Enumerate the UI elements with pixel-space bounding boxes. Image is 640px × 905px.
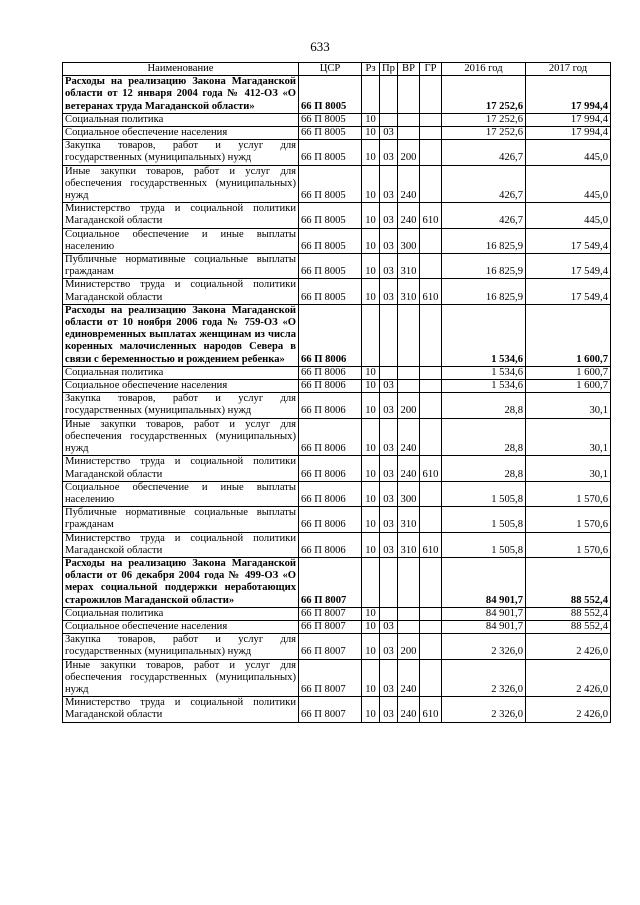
cell-vr: 310 (398, 507, 420, 532)
cell-name: Расходы на реализацию Закона Магаданской области от 12 января 2004 года № 412-ОЗ «О ветеранах труда Магаданской области» (63, 76, 299, 114)
cell-rz: 10 (362, 697, 380, 722)
cell-rz (362, 304, 380, 366)
cell-pr: 03 (380, 659, 398, 697)
table-row (63, 532, 611, 557)
cell-2017: 88 552,4 (526, 557, 611, 607)
cell-pr (380, 76, 398, 114)
budget-table (62, 62, 611, 723)
table-row (63, 456, 611, 481)
header-pr: Пр (380, 63, 398, 76)
cell-name: Социальное обеспечение населения (63, 620, 299, 633)
cell-name: Министерство труда и социальной политики Магаданской области (63, 456, 299, 481)
cell-gr (420, 620, 442, 633)
cell-2016: 16 825,9 (442, 279, 526, 304)
table-row (63, 418, 611, 456)
cell-csr: 66 П 8005 (299, 228, 362, 253)
cell-2016: 1 534,6 (442, 380, 526, 393)
cell-pr (380, 304, 398, 366)
cell-rz: 10 (362, 532, 380, 557)
cell-2016: 1 534,6 (442, 304, 526, 366)
cell-vr (398, 113, 420, 126)
cell-2016: 84 901,7 (442, 557, 526, 607)
cell-2016: 16 825,9 (442, 228, 526, 253)
cell-2016: 1 505,8 (442, 507, 526, 532)
cell-rz: 10 (362, 418, 380, 456)
cell-gr (420, 76, 442, 114)
cell-rz: 10 (362, 634, 380, 659)
table-row (63, 366, 611, 379)
cell-gr (420, 557, 442, 607)
table-row (63, 393, 611, 418)
cell-2016: 28,8 (442, 418, 526, 456)
cell-rz: 10 (362, 113, 380, 126)
cell-name: Закупка товаров, работ и услуг для государственных (муниципальных) нужд (63, 140, 299, 165)
cell-pr: 03 (380, 620, 398, 633)
cell-2017: 1 570,6 (526, 532, 611, 557)
cell-csr: 66 П 8006 (299, 304, 362, 366)
cell-pr: 03 (380, 507, 398, 532)
cell-name: Иные закупки товаров, работ и услуг для обеспечения государственных (муниципальных) нужд (63, 659, 299, 697)
cell-2017: 445,0 (526, 165, 611, 203)
cell-gr (420, 254, 442, 279)
cell-rz: 10 (362, 607, 380, 620)
cell-name: Министерство труда и социальной политики Магаданской области (63, 279, 299, 304)
cell-name: Публичные нормативные социальные выплаты гражданам (63, 254, 299, 279)
table-row (63, 481, 611, 506)
cell-name: Социальная политика (63, 366, 299, 379)
cell-rz (362, 557, 380, 607)
cell-vr (398, 366, 420, 379)
cell-2016: 1 505,8 (442, 532, 526, 557)
cell-csr: 66 П 8006 (299, 366, 362, 379)
cell-vr: 240 (398, 165, 420, 203)
table-row (63, 127, 611, 140)
cell-csr: 66 П 8005 (299, 203, 362, 228)
cell-vr (398, 557, 420, 607)
cell-vr: 310 (398, 532, 420, 557)
header-rz: Рз (362, 63, 380, 76)
cell-2017: 88 552,4 (526, 620, 611, 633)
cell-2017: 88 552,4 (526, 607, 611, 620)
cell-gr (420, 659, 442, 697)
cell-2017: 30,1 (526, 393, 611, 418)
cell-2017: 17 549,4 (526, 254, 611, 279)
cell-gr: 610 (420, 203, 442, 228)
cell-name: Расходы на реализацию Закона Магаданской области от 06 декабря 2004 года № 499-ОЗ «О мерах социальной поддержки неработающих старожилов Магаданской области» (63, 557, 299, 607)
cell-name: Социальное обеспечение населения (63, 380, 299, 393)
cell-pr (380, 113, 398, 126)
cell-gr (420, 366, 442, 379)
cell-vr: 240 (398, 659, 420, 697)
cell-pr: 03 (380, 532, 398, 557)
cell-gr: 610 (420, 279, 442, 304)
cell-gr (420, 481, 442, 506)
table-row-section (63, 557, 611, 607)
cell-rz: 10 (362, 254, 380, 279)
cell-csr: 66 П 8005 (299, 113, 362, 126)
cell-vr: 200 (398, 634, 420, 659)
cell-pr: 03 (380, 140, 398, 165)
cell-csr: 66 П 8007 (299, 634, 362, 659)
cell-vr: 240 (398, 697, 420, 722)
cell-csr: 66 П 8006 (299, 481, 362, 506)
cell-name: Публичные нормативные социальные выплаты гражданам (63, 507, 299, 532)
cell-2016: 1 505,8 (442, 481, 526, 506)
cell-2017: 2 426,0 (526, 634, 611, 659)
cell-csr: 66 П 8006 (299, 532, 362, 557)
cell-pr: 03 (380, 279, 398, 304)
cell-rz: 10 (362, 620, 380, 633)
cell-gr: 610 (420, 532, 442, 557)
cell-name: Закупка товаров, работ и услуг для государственных (муниципальных) нужд (63, 634, 299, 659)
cell-gr (420, 607, 442, 620)
cell-rz: 10 (362, 228, 380, 253)
cell-vr (398, 620, 420, 633)
cell-vr (398, 76, 420, 114)
cell-vr: 240 (398, 456, 420, 481)
cell-gr (420, 127, 442, 140)
cell-rz: 10 (362, 279, 380, 304)
cell-name: Министерство труда и социальной политики Магаданской области (63, 532, 299, 557)
cell-csr: 66 П 8005 (299, 254, 362, 279)
header-name: Наименование (63, 63, 299, 76)
cell-rz: 10 (362, 659, 380, 697)
cell-pr (380, 366, 398, 379)
cell-2016: 28,8 (442, 393, 526, 418)
table-row-section (63, 76, 611, 114)
header-vr: ВР (398, 63, 420, 76)
cell-pr (380, 557, 398, 607)
cell-2017: 17 994,4 (526, 127, 611, 140)
cell-gr (420, 113, 442, 126)
cell-rz: 10 (362, 127, 380, 140)
cell-2016: 16 825,9 (442, 254, 526, 279)
cell-csr: 66 П 8005 (299, 140, 362, 165)
cell-2016: 426,7 (442, 203, 526, 228)
cell-2016: 2 326,0 (442, 634, 526, 659)
cell-name: Министерство труда и социальной политики Магаданской области (63, 697, 299, 722)
cell-csr: 66 П 8005 (299, 76, 362, 114)
table-row (63, 203, 611, 228)
cell-vr: 300 (398, 481, 420, 506)
cell-2017: 17 549,4 (526, 228, 611, 253)
cell-vr (398, 304, 420, 366)
header-csr: ЦСР (299, 63, 362, 76)
cell-csr: 66 П 8007 (299, 607, 362, 620)
cell-name: Социальное обеспечение и иные выплаты населению (63, 481, 299, 506)
cell-name: Социальное обеспечение населения (63, 127, 299, 140)
cell-vr (398, 127, 420, 140)
cell-2017: 2 426,0 (526, 659, 611, 697)
cell-2016: 84 901,7 (442, 607, 526, 620)
cell-pr: 03 (380, 228, 398, 253)
cell-pr: 03 (380, 456, 398, 481)
cell-2017: 1 600,7 (526, 304, 611, 366)
cell-csr: 66 П 8006 (299, 393, 362, 418)
cell-gr (420, 228, 442, 253)
cell-csr: 66 П 8005 (299, 165, 362, 203)
table-row-section (63, 304, 611, 366)
table-body (63, 76, 611, 722)
cell-2017: 17 994,4 (526, 113, 611, 126)
cell-csr: 66 П 8007 (299, 659, 362, 697)
cell-gr (420, 140, 442, 165)
cell-2016: 84 901,7 (442, 620, 526, 633)
cell-vr: 200 (398, 393, 420, 418)
cell-pr: 03 (380, 127, 398, 140)
cell-name: Расходы на реализацию Закона Магаданской области от 10 ноября 2006 года № 759-ОЗ «О единовременных выплатах женщинам из числа коренных малочисленных народов Севера в связи с беременностью и рождением ребенка» (63, 304, 299, 366)
header-2017: 2017 год (526, 63, 611, 76)
cell-2016: 17 252,6 (442, 76, 526, 114)
page-number: 633 (310, 39, 330, 54)
cell-csr: 66 П 8007 (299, 620, 362, 633)
cell-csr: 66 П 8005 (299, 127, 362, 140)
cell-gr (420, 165, 442, 203)
cell-2016: 2 326,0 (442, 659, 526, 697)
cell-2017: 17 994,4 (526, 76, 611, 114)
cell-rz: 10 (362, 165, 380, 203)
table-row (63, 634, 611, 659)
cell-name: Иные закупки товаров, работ и услуг для обеспечения государственных (муниципальных) нужд (63, 165, 299, 203)
table-row (63, 507, 611, 532)
cell-pr: 03 (380, 634, 398, 659)
cell-2017: 1 570,6 (526, 481, 611, 506)
cell-2017: 2 426,0 (526, 697, 611, 722)
cell-gr: 610 (420, 456, 442, 481)
cell-2016: 17 252,6 (442, 113, 526, 126)
table-row (63, 279, 611, 304)
cell-2017: 30,1 (526, 418, 611, 456)
cell-pr: 03 (380, 165, 398, 203)
cell-csr: 66 П 8006 (299, 380, 362, 393)
cell-pr (380, 607, 398, 620)
cell-pr: 03 (380, 393, 398, 418)
cell-name: Закупка товаров, работ и услуг для государственных (муниципальных) нужд (63, 393, 299, 418)
cell-name: Социальное обеспечение и иные выплаты населению (63, 228, 299, 253)
cell-gr (420, 393, 442, 418)
header-gr: ГР (420, 63, 442, 76)
cell-csr: 66 П 8007 (299, 697, 362, 722)
cell-2016: 2 326,0 (442, 697, 526, 722)
cell-2017: 30,1 (526, 456, 611, 481)
cell-pr: 03 (380, 254, 398, 279)
cell-csr: 66 П 8006 (299, 456, 362, 481)
cell-vr: 310 (398, 254, 420, 279)
table-row (63, 165, 611, 203)
cell-rz: 10 (362, 507, 380, 532)
cell-rz: 10 (362, 140, 380, 165)
cell-rz: 10 (362, 366, 380, 379)
cell-gr (420, 634, 442, 659)
cell-2017: 1 570,6 (526, 507, 611, 532)
cell-2016: 426,7 (442, 140, 526, 165)
cell-gr (420, 380, 442, 393)
cell-2017: 1 600,7 (526, 366, 611, 379)
cell-gr (420, 507, 442, 532)
table-row (63, 254, 611, 279)
cell-rz: 10 (362, 380, 380, 393)
cell-pr: 03 (380, 418, 398, 456)
table-row (63, 380, 611, 393)
cell-vr: 240 (398, 203, 420, 228)
cell-csr: 66 П 8005 (299, 279, 362, 304)
cell-csr: 66 П 8006 (299, 507, 362, 532)
cell-rz (362, 76, 380, 114)
cell-2017: 445,0 (526, 140, 611, 165)
cell-pr: 03 (380, 697, 398, 722)
cell-2016: 426,7 (442, 165, 526, 203)
cell-2017: 17 549,4 (526, 279, 611, 304)
cell-gr (420, 418, 442, 456)
cell-vr: 240 (398, 418, 420, 456)
table-row (63, 697, 611, 722)
cell-2016: 28,8 (442, 456, 526, 481)
header-2016: 2016 год (442, 63, 526, 76)
cell-gr (420, 304, 442, 366)
cell-name: Министерство труда и социальной политики Магаданской области (63, 203, 299, 228)
cell-2017: 445,0 (526, 203, 611, 228)
cell-csr: 66 П 8007 (299, 557, 362, 607)
cell-vr: 310 (398, 279, 420, 304)
cell-name: Социальная политика (63, 607, 299, 620)
cell-2017: 1 600,7 (526, 380, 611, 393)
cell-vr (398, 380, 420, 393)
cell-rz: 10 (362, 203, 380, 228)
table-row (63, 140, 611, 165)
cell-vr (398, 607, 420, 620)
cell-rz: 10 (362, 393, 380, 418)
cell-csr: 66 П 8006 (299, 418, 362, 456)
table-row (63, 113, 611, 126)
cell-rz: 10 (362, 481, 380, 506)
cell-2016: 1 534,6 (442, 366, 526, 379)
cell-pr: 03 (380, 203, 398, 228)
table-header-row (63, 63, 611, 76)
cell-vr: 200 (398, 140, 420, 165)
table-row (63, 607, 611, 620)
table-row (63, 228, 611, 253)
cell-2016: 17 252,6 (442, 127, 526, 140)
table-row (63, 659, 611, 697)
cell-rz: 10 (362, 456, 380, 481)
cell-name: Социальная политика (63, 113, 299, 126)
cell-gr: 610 (420, 697, 442, 722)
cell-name: Иные закупки товаров, работ и услуг для обеспечения государственных (муниципальных) нужд (63, 418, 299, 456)
cell-vr: 300 (398, 228, 420, 253)
cell-pr: 03 (380, 380, 398, 393)
table-row (63, 620, 611, 633)
cell-pr: 03 (380, 481, 398, 506)
